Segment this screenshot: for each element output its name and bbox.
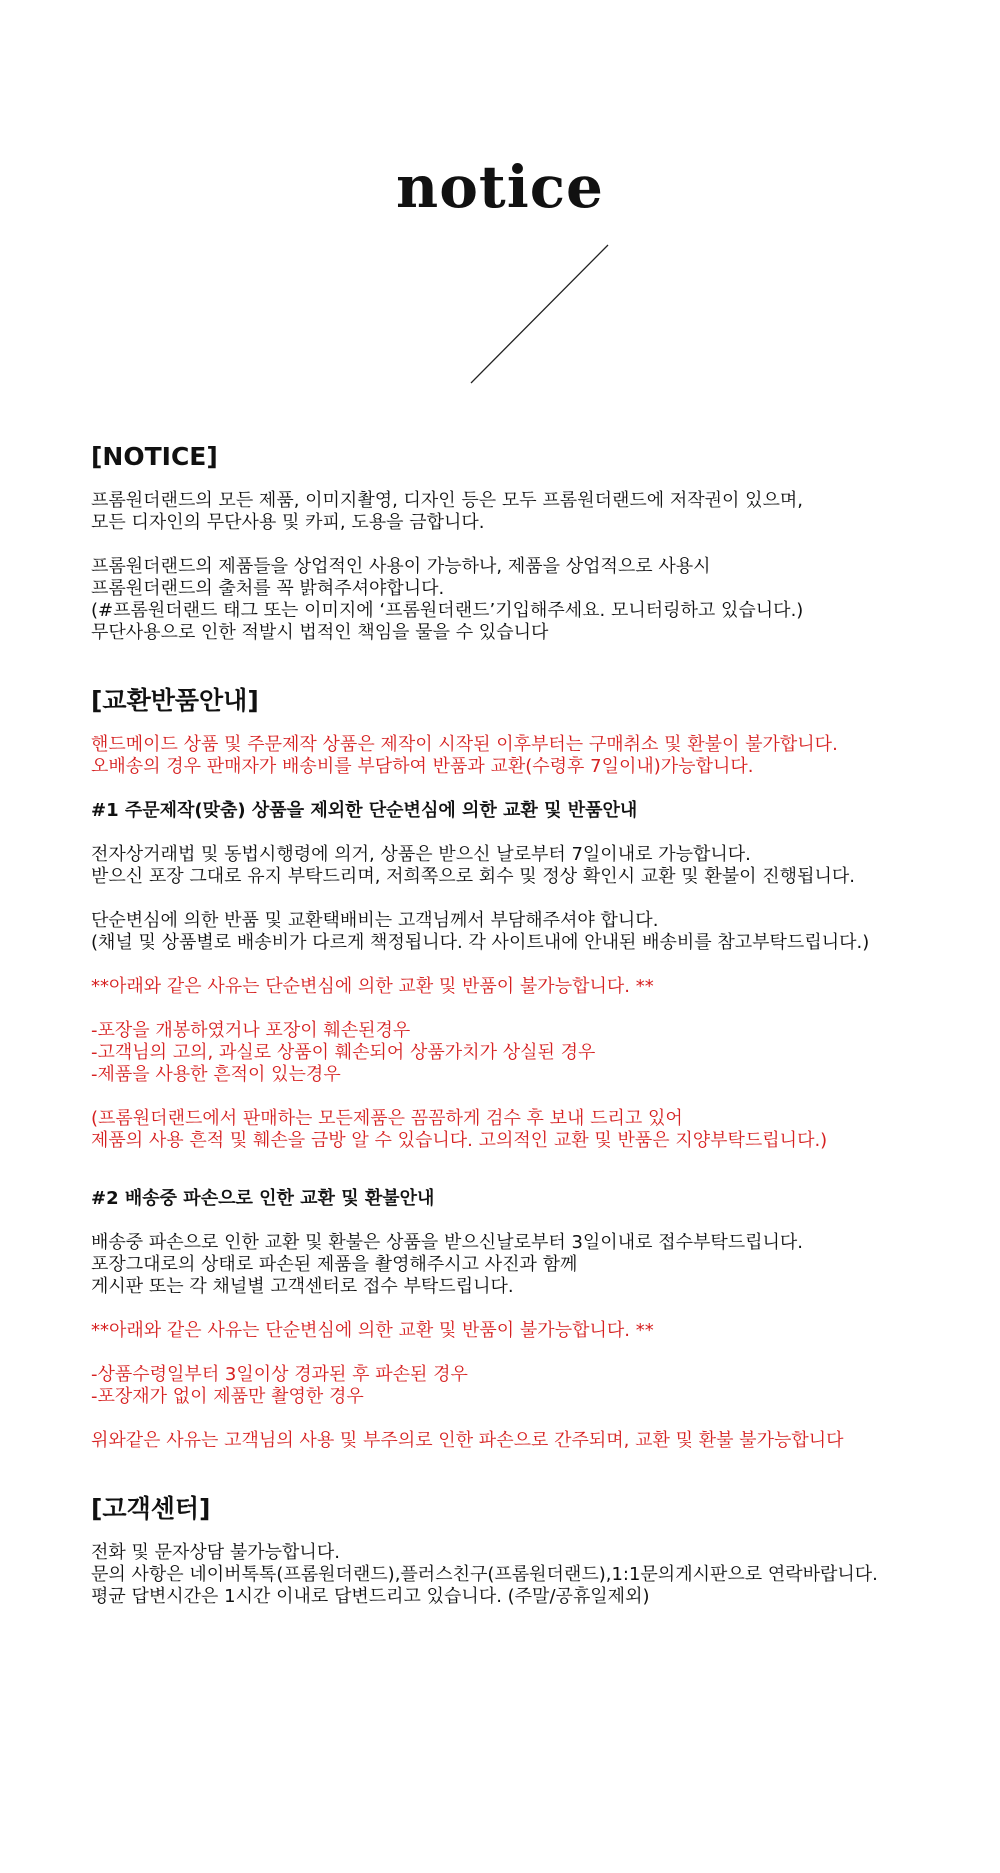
text-line: 평균 답변시간은 1시간 이내로 답변드리고 있습니다. (주말/공휴일제외) xyxy=(91,1586,650,1607)
text-line: 배송중 파손으로 인한 교환 및 환불은 상품을 받으신날로부터 3일이내로 접수부탁드립니다. xyxy=(91,1232,804,1253)
text-line: 모든 디자인의 무단사용 및 카피, 도용을 금합니다. xyxy=(91,512,485,533)
customer-center-heading: [고객센터] xyxy=(91,1494,211,1523)
text-line: 프롬원더랜드의 모든 제품, 이미지촬영, 디자인 등은 모두 프롬원더랜드에 저작권이 있으며, xyxy=(91,490,804,511)
customer-center-paragraph xyxy=(91,1542,971,1608)
shipping-damage-note: 위와같은 사유는 고객님의 사용 및 부주의로 인한 파손으로 간주되며, 교환 및 환불 불가능합니다 xyxy=(91,1430,844,1451)
text-line: 게시판 또는 각 채널별 고객센터로 접수 부탁드립니다. xyxy=(91,1276,514,1297)
shipping-damage-paragraph xyxy=(91,1232,971,1298)
text-line: 전자상거래법 및 동법시행령에 의거, 상품은 받으신 날로부터 7일이내로 가능합니다. xyxy=(91,844,751,865)
simple-change-note xyxy=(91,1108,971,1152)
text-line: 문의 사항은 네이버톡톡(프롬원더랜드),플러스친구(프롬원더랜드),1:1문의게시판으로 연락바랍니다. xyxy=(91,1564,878,1585)
text-line: 프롬원더랜드의 제품들을 상업적인 사용이 가능하나, 제품을 상업적으로 사용시 xyxy=(91,556,711,577)
text-line: 오배송의 경우 판매자가 배송비를 부담하여 반품과 교환(수령후 7일이내)가능합니다. xyxy=(91,756,754,777)
simple-change-warning: **아래와 같은 사유는 단순변심에 의한 교환 및 반품이 불가능합니다. ** xyxy=(91,976,654,997)
text-line: 단순변심에 의한 반품 및 교환택배비는 고객님께서 부담해주셔야 합니다. xyxy=(91,910,659,931)
list-item: -포장재가 없이 제품만 촬영한 경우 xyxy=(91,1386,364,1407)
text-line: (채널 및 상품별로 배송비가 다르게 책정됩니다. 각 사이트내에 안내된 배송비를 참고부탁드립니다.) xyxy=(91,932,870,953)
sub-heading-shipping-damage: #2 배송중 파손으로 인한 교환 및 환불안내 xyxy=(91,1188,435,1209)
diagonal-divider xyxy=(470,244,610,384)
text-line: 제품의 사용 흔적 및 훼손을 금방 알 수 있습니다. 고의적인 교환 및 반품은 지양부탁드립니다.) xyxy=(91,1130,828,1151)
text-line: 핸드메이드 상품 및 주문제작 상품은 제작이 시작된 이후부터는 구매취소 및 환불이 불가합니다. xyxy=(91,734,838,755)
list-item: -포장을 개봉하였거나 포장이 훼손된경우 xyxy=(91,1020,411,1041)
shipping-damage-conditions xyxy=(91,1364,971,1408)
list-item: -고객님의 고의, 과실로 상품이 훼손되어 상품가치가 상실된 경우 xyxy=(91,1042,596,1063)
simple-change-conditions xyxy=(91,1020,971,1086)
notice-heading: [NOTICE] xyxy=(91,442,218,471)
sub-heading-simple-change: #1 주문제작(맞춤) 상품을 제외한 단순변심에 의한 교환 및 반품안내 xyxy=(91,800,638,821)
shipping-damage-warning: **아래와 같은 사유는 단순변심에 의한 교환 및 반품이 불가능합니다. ** xyxy=(91,1320,654,1341)
page-title: notice xyxy=(396,153,604,221)
notice-copyright-paragraph xyxy=(91,490,971,534)
text-line: 전화 및 문자상담 불가능합니다. xyxy=(91,1542,340,1563)
notice-content xyxy=(91,442,971,1630)
notice-commercial-paragraph xyxy=(91,556,971,644)
text-line: (#프롬원더랜드 태그 또는 이미지에 ‘프롬원더랜드’기입해주세요. 모니터링하고 있습니다.) xyxy=(91,600,804,621)
list-item: -상품수령일부터 3일이상 경과된 후 파손된 경우 xyxy=(91,1364,468,1385)
exchange-intro-warning xyxy=(91,734,971,778)
text-line: 프롬원더랜드의 출처를 꼭 밝혀주셔야합니다. xyxy=(91,578,445,599)
exchange-heading: [교환반품안내] xyxy=(91,686,259,715)
simple-change-shipping-paragraph xyxy=(91,910,971,954)
text-line: 받으신 포장 그대로 유지 부탁드리며, 저희쪽으로 회수 및 정상 확인시 교환 및 환불이 진행됩니다. xyxy=(91,866,855,887)
list-item: -제품을 사용한 흔적이 있는경우 xyxy=(91,1064,341,1085)
text-line: 무단사용으로 인한 적발시 법적인 책임을 물을 수 있습니다 xyxy=(91,622,549,643)
text-line: 포장그대로의 상태로 파손된 제품을 촬영해주시고 사진과 함께 xyxy=(91,1254,578,1275)
text-line: (프롬원더랜드에서 판매하는 모든제품은 꼼꼼하게 검수 후 보내 드리고 있어 xyxy=(91,1108,683,1129)
simple-change-period-paragraph xyxy=(91,844,971,888)
